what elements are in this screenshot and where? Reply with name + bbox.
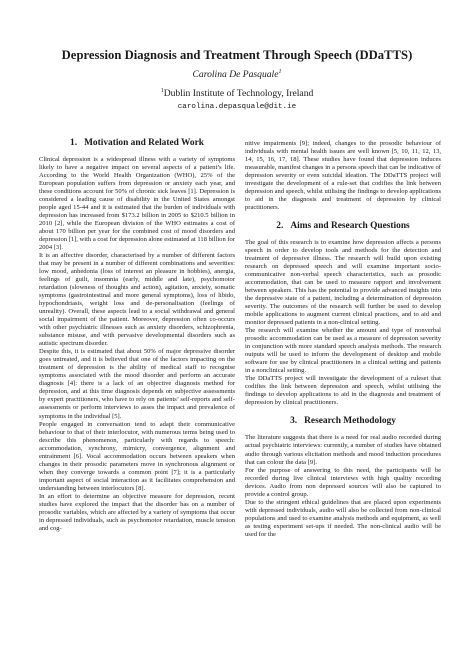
author-name: Carolina De Pasquale	[192, 69, 279, 80]
paragraph: nitive impairments [9]; indeed, changes to the prosodic behaviour of individuals with mental health issues are well known [5, 10, 11, 12, 13, 14, 15, 16, 17, 18]. These studies have found that depression induces measurable, manifest changes in a persons speech that can be indicative of depression severity or even suicidal ideation. The DDaTTS project will investigate the development of a rule-set that codifies the link between depression and speech, whilst utilising the findings to develop applications to aid in the diagnosis and treatment of depression by clinical practitioners.	[245, 140, 442, 212]
section-title: Research Methodology	[304, 416, 396, 427]
section-heading-aims	[245, 221, 441, 232]
affiliation-line	[0, 88, 474, 99]
section-number: 1.	[70, 138, 78, 148]
section-number: 3.	[290, 416, 298, 427]
paragraph: Despite this, it is estimated that about 50% of major depressive disorder goes untreated, and it is believed that one of the factors impacting on the treatment of depression is the ability of medical staff to recognise symptoms associated with the mood disorder and perform an accurate diagnosis [4]: there is a lack of an objective diagnosis method for depression, and at this time diagnosis depends on subjective assessments by expert practitioners, who have to rely on patients’ self-reports and self-assessments or perform interviews to asses the impact and prevalence of symptoms in the individual [5].	[39, 348, 235, 420]
right-column	[245, 140, 441, 539]
paragraph: In an effort to determine an objective measure for depression, recent studies have explored the impact that the disorder has on a number of prosodic variables, which are affected by a variety of symptoms that occur in depressed individuals, such as psychomotor retardation, muscle tension and cog-	[39, 492, 235, 532]
left-column	[39, 138, 235, 533]
author-superscript: 1	[278, 68, 282, 75]
paper-title: Depression Diagnosis and Treatment Through Speech (DDaTTS)	[61, 48, 413, 62]
paragraph: The literature suggests that there is a need for real audio recorded during actual psychiatric interviews: currently, a number of studies have obtained audio through various elicitation methods and mood induction procedures that can colour the data [9].	[245, 434, 441, 466]
section-heading-motivation	[39, 138, 235, 149]
paragraph: The goal of this research is to examine how depression affects a persons speech in order to develop tools and methods for the detection and treatment of depressive illness. The research will build upon existing research on depressed speech and will examine important socio-communicative non-verbal speech characteristics, such as prosodic accommodation, that can be used to measure rapport and involvement between speakers. This has the potential to provide advanced insights into the depressive state of a patient, including a determination of depression severity. The outcomes of the research will further be used to develop mobile applications to augment current clinical practices, and to aid and monitor depressed patients in a non-clinical setting.	[245, 239, 441, 327]
affiliation-superscript: 1	[160, 87, 164, 94]
section-title: Motivation and Related Work	[84, 138, 204, 148]
author-email: carolina.depasquale@dit.ie	[177, 103, 297, 111]
author-line	[0, 69, 474, 80]
paragraph: The DDaTTS project will investigate the development of a ruleset that codifies the link between depression and speech, whilst utilising the findings to develop applications to aid in the diagnosis and treatment of depression by clinical practitioners.	[245, 375, 441, 407]
paragraph: Clinical depression is a widespread illness with a variety of symptoms likely to have a negative impact on several aspects of a patient’s life. According to the World Health Organization (WHO), 25% of the European population suffers from depression or anxiety each year, and these conditions account for 50% of chronic sick leaves [1]. Depression is considered a leading cause of disability in the United States amongst people aged 15-44 and it is estimated that the burden of individuals with depression has increased from $173.2 billion in 2005 to $210.5 billion in 2010 [2], while the European division of the WHO estimates a cost of about 170 billion per year for the combined cost of mood disorders and depression [1], with a cost for depression alone estimated at 118 billion for 2004 [3].	[39, 156, 235, 252]
section-title: Aims and Research Questions	[290, 221, 410, 232]
section-number: 2.	[276, 221, 284, 232]
section-heading-methodology	[245, 416, 441, 427]
paragraph: It is an affective disorder, characterised by a number of different factors that may be present in a number of different combinations and severities: low mood, anhedonia (loss of interest an pleasure in hobbies), anergia, feelings of guilt, insomnia (early, middle and late), psychomotor retardation (slowness of thoughts and action), agitation, anxiety, somatic symptoms (gastrointestinal and more general symptoms), loss of libido, hypochondriasis, weight loss and de-personalisation (feelings of unreality). Overall, these aspects lead to a social withdrawal and general social impairment of the patient. Moreover, depression often co-occurs with other psychiatric illnesses such as anxiety disorders, schizophrenia, substance misuse, and with pervasive developmental disorders such as autistic spectrum disorder.	[39, 252, 235, 348]
paragraph: The research will examine whether the amount and type of nonverbal prosodic accommodation can be used as a measure of depression severity in conjunction with more standard speech analysis methods. The research outputs will be used to inform the development of desktop and mobile software for use by clinical practitioners in a clinical setting and patients in a nonclinical setting.	[245, 327, 441, 375]
affiliation-name: Dublin Institute of Technology, Ireland	[163, 88, 314, 99]
paragraph: For the purpose of answering to this need, the participants will be recorded during live clinical interviews with high quality recording devices. Audio from non depressed sources will also be captured to provide a control group.	[245, 466, 441, 498]
paragraph: People engaged in conversation tend to adapt their communicative behaviour to that of their interlocutor, with numerous terms being used to describe this phenomenon, particularly with regards to speech: accommodation, synchrony, mimicry, convergence, alignment and entrainment [6]. Vocal accommodation occurs between speakers when changes in their prosodic parameters move in synchronous alignment or when they converge towards a common point [7]; it is a particularly important aspect of social interaction as it facilitates comprehension and understanding between interlocutors [8].	[39, 420, 235, 492]
paragraph: Due to the stringent ethical guidelines that are placed upon experiments with depressed individuals, audio will also be collected from non-clinical populations and used to examine analysis methods and equipment, as well as testing experiment set-ups if needed. The non-clinical audio will be used for the	[245, 498, 441, 538]
